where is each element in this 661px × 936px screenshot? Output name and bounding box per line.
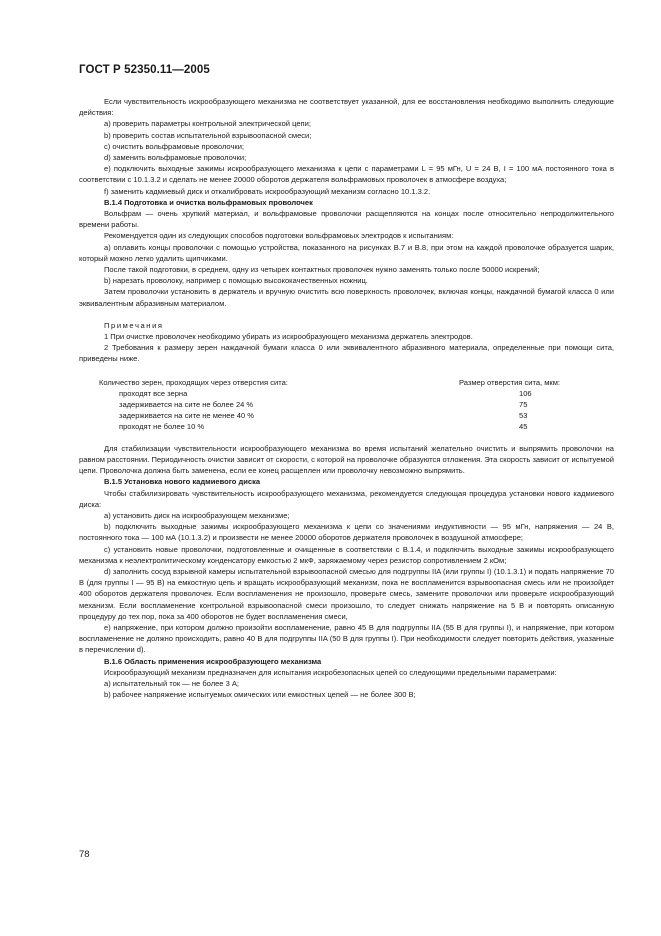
sieve-table [79, 377, 614, 433]
list-item: а) оплавить концы проволочки с помощью устройства, показанного на рисунках В.7 и В.8, при этом на каждой проволочке образуется шарик, который можно легко удалить щипчиками. [79, 242, 614, 263]
sieve-col2-header: Размер отверстия сита, мкм: [459, 377, 560, 387]
paragraph: Если чувствительность искрообразующего механизма не соответствует указанной, для ее восстановления необходимо выполнить следующие действия: [79, 97, 614, 118]
table-row [79, 421, 614, 432]
paragraph: Искрообразующий механизм предназначен для испытания искробезопасных цепей со следующими предельными параметрами: [104, 667, 557, 677]
document-header: ГОСТ Р 52350.11—2005 [79, 64, 210, 76]
paragraph: Для стабилизации чувствительности искрообразующего механизма во время испытаний желательно очистить и выпрямить проволочки на равном расстоянии. Периодичность очистки зависит от скорости, с которой на проволочке образуются отложения. Эта скорость зависит от испытуемой цепи. Проволочка должна быть заменена, если ее конец расщеплен или проволочку невозможно выпрямить. [79, 443, 614, 476]
sieve-table-header-row [79, 377, 614, 388]
notes-title: Примечания [104, 320, 164, 330]
paragraph: Рекомендуется один из следующих способов подготовки вольфрамовых электродов к испытаниям: [104, 231, 454, 241]
paragraph: После такой подготовки, в среднем, одну из четырех контактных проволочек нужно заменять только после 50000 искрений; [104, 265, 540, 275]
list-item: b) подключить выходные зажимы искрообразующего механизма к цепи со значениями индуктивности — 95 мГн, напряжения — 24 В, постоянного тока — 100 мА (10.1.3.2) и произвести не менее 20000 оборотов держателя проволочек в воздушной атмосфере; [79, 522, 614, 543]
sieve-row-value: 53 [519, 411, 528, 421]
paragraph: Затем проволочки установить в держатель и вручную очистить всю поверхность проволочек, включая концы, наждачной бумагой класса 0 или эквивалентным абразивным материалом. [79, 287, 614, 308]
table-row [79, 388, 614, 399]
sieve-col1-header: Количество зерен, проходящих через отверстия сита: [99, 377, 288, 387]
list-item: а) проверить параметры контрольной электрической цепи; [104, 119, 311, 129]
section-heading-b14: В.1.4 Подготовка и очистка вольфрамовых проволочек [104, 197, 313, 207]
sieve-row-label: проходят не более 10 % [119, 422, 205, 432]
paragraph: Чтобы стабилизировать чувствительность искрообразующего механизма, рекомендуется следующая процедура установки нового кадмиевого диска: [79, 488, 614, 509]
list-item: b) нарезать проволоку, например с помощью высококачественных ножниц. [104, 276, 368, 286]
list-item: d) заменить вольфрамовые проволочки; [104, 153, 247, 163]
list-item: f) заменить кадмиевый диск и откалибровать искрообразующий механизм согласно 10.1.3.2. [104, 186, 431, 196]
list-item: c) очистить вольфрамовые проволочки; [104, 141, 245, 151]
sieve-row-value: 106 [519, 388, 532, 398]
list-item: b) проверить состав испытательной взрывоопасной смеси; [104, 130, 312, 140]
sieve-row-label: задерживается на сите не более 24 % [119, 400, 254, 410]
note-item: 2 Требования к размеру зерен наждачной бумаги класса 0 или эквивалентного абразивного материала, определенные при помощи сита, приведены ниже. [79, 343, 614, 364]
list-item: e) подключить выходные зажимы искрообразующего механизма к цепи с параметрами L = 95 мГн, U = 24 В, I = 100 мА постоянного тока в соответствии с 10.1.3.2 и сделать не менее 20000 оборотов держателя вольфрамовых проволочек в атмосфере воздуха; [79, 164, 614, 185]
section-heading-b15: В.1.5 Установка нового кадмиевого диска [104, 477, 261, 487]
section-heading-b16: В.1.6 Область применения искрообразующего механизма [104, 656, 322, 666]
sieve-row-label: проходят все зерна [119, 388, 188, 398]
document-body [79, 96, 614, 700]
page-number: 78 [79, 849, 90, 860]
list-item: c) установить новые проволочки, подготовленные и очищенные в соответствии с В.1.4, и подключить выходные зажимы искрообразующего механизма к неэлектролитическому конденсатору емкостью 2 мкФ, заряжаемому через резистор сопротивлением 2 кОм; [79, 544, 614, 565]
list-item: а) испытательный ток — не более 3 А; [104, 678, 240, 688]
list-item: e) напряжение, при котором должно произойти воспламенение, равно 45 В для подгруппы IIA (55 В для группы I), и напряжение, при котором воспламенение не должно происходить, равно 40 В для подгруппы IIA (50 В для группы I). При необходимости следует повторить действия, указанные в перечислении d). [79, 622, 614, 655]
table-row [79, 399, 614, 410]
list-item: а) установить диск на искрообразующем механизме; [104, 510, 290, 520]
note-item: 1 При очистке проволочек необходимо убирать из искрообразующего механизма держатель электродов. [104, 332, 473, 342]
paragraph: Вольфрам — очень хрупкий материал, и вольфрамовые проволочки расщепляются на концах после относительно непродолжительного времени работы. [79, 209, 614, 230]
sieve-row-label: задерживается на сите не менее 40 % [119, 411, 254, 421]
table-row [79, 410, 614, 421]
list-item: d) заполнить сосуд взрывной камеры испытательной взрывоопасной смесью для подгруппы IIA (или группы I) (10.1.3.1) и подать напряжение 70 В (для группы I — 95 В) на емкостную цепь и вращать искрообразующий механизм, пока не воспламенится взрывоопасная смесь или не произойдет 400 оборотов держателя проволочек. Если воспламенения не произошло, проверьте смесь, замените проволочки или проверьте искрообразующий механизм. Если воспламенение контрольной взрывоопасной смеси произошло, то следует снижать напряжение на 5 В и повторять описанную процедуру до тех пор, пока за 400 оборотов не будет воспламенения смеси, [79, 566, 614, 621]
sieve-row-value: 45 [519, 422, 528, 432]
sieve-row-value: 75 [519, 400, 528, 410]
list-item: b) рабочее напряжение испытуемых омических или емкостных цепей — не более 300 В; [104, 690, 416, 700]
